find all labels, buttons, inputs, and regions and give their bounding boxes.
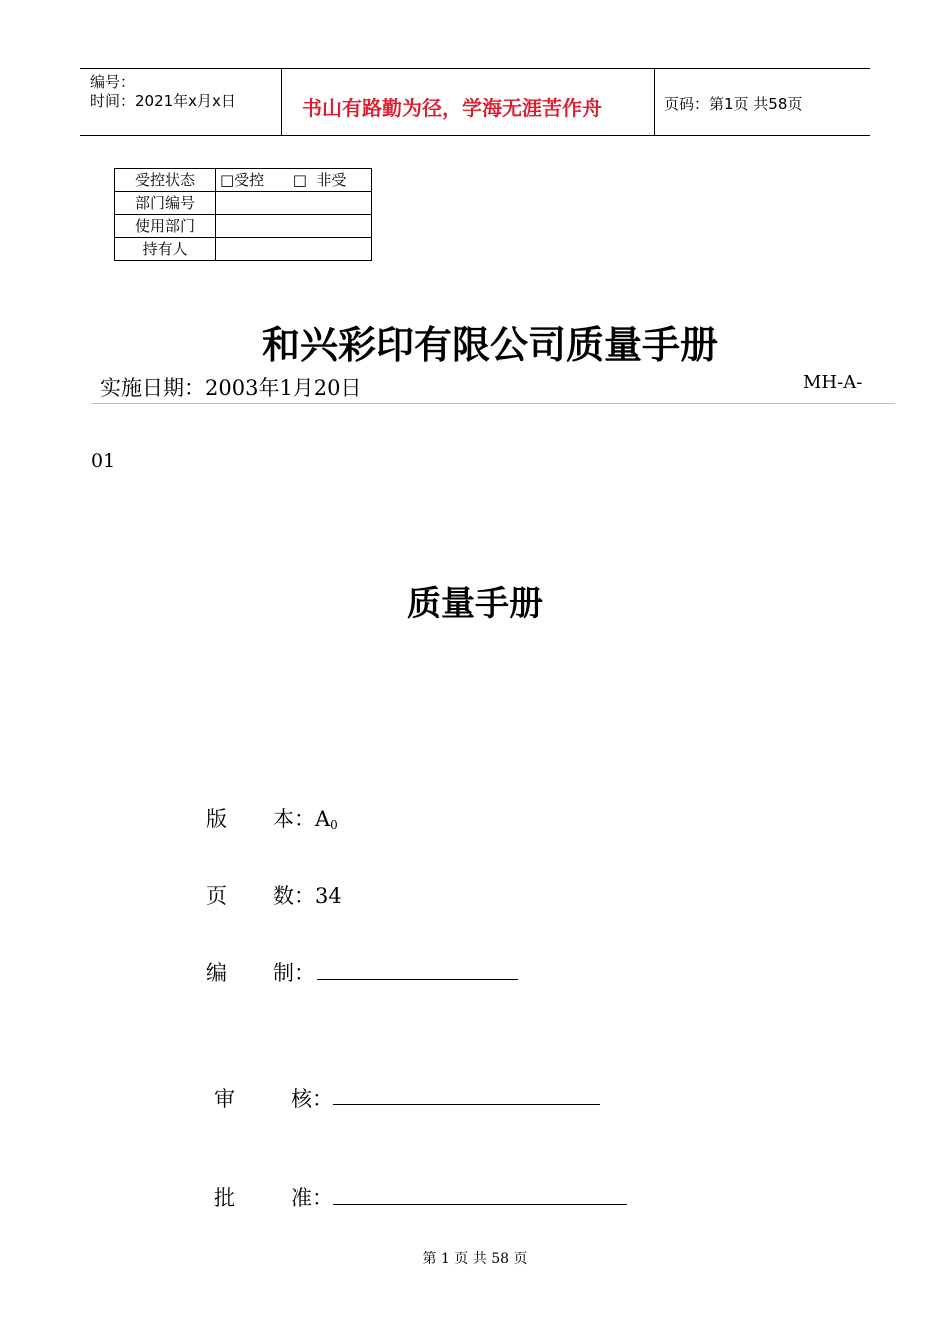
manual-title: 质量手册 bbox=[407, 584, 543, 624]
table-cell-value bbox=[216, 215, 372, 238]
pages-label: 数： bbox=[273, 884, 315, 908]
table-cell-key: 受控状态 bbox=[115, 169, 216, 192]
header-bottom-border bbox=[80, 135, 870, 136]
header-number-label: 编号： bbox=[90, 73, 136, 91]
review-label-char2: 核： bbox=[291, 1087, 333, 1111]
document-code: MH-A- bbox=[803, 372, 863, 393]
table-cell-key: 部门编号 bbox=[115, 192, 216, 215]
header-divider-left bbox=[281, 68, 282, 136]
control-status-table bbox=[114, 168, 372, 261]
footer-page-number: 第 1 页 共 58 页 bbox=[422, 1251, 528, 1267]
compile-label-char1: 编 bbox=[206, 961, 227, 985]
table-row bbox=[115, 192, 372, 215]
title-rule bbox=[92, 403, 895, 404]
table-row bbox=[115, 238, 372, 261]
header-divider-right bbox=[654, 68, 655, 136]
table-row bbox=[115, 169, 372, 192]
table-cell-key: 持有人 bbox=[115, 238, 216, 261]
version-label-char1: 版 bbox=[206, 807, 227, 831]
header-motto: 书山有路勤为径，学海无涯苦作舟 bbox=[302, 96, 602, 120]
header-page-info: 页码：第1页 共58页 bbox=[664, 95, 803, 113]
version-subscript: 0 bbox=[330, 818, 338, 832]
table-cell-value: □受控 □ 非受 bbox=[216, 169, 372, 192]
table-cell-key: 使用部门 bbox=[115, 215, 216, 238]
pages-value: 34 bbox=[315, 884, 342, 908]
document-title: 和兴彩印有限公司质量手册 bbox=[261, 322, 718, 367]
table-row bbox=[115, 215, 372, 238]
implementation-date: 实施日期：2003年1月20日 bbox=[100, 376, 362, 400]
review-signature-line bbox=[333, 1104, 600, 1105]
table-cell-value bbox=[216, 192, 372, 215]
version-label: 本： bbox=[273, 807, 315, 831]
header-time-label: 时间：2021年x月x日 bbox=[90, 92, 236, 110]
header-top-border bbox=[80, 68, 870, 69]
pages-label-char2 bbox=[273, 880, 342, 910]
version-value: A bbox=[315, 807, 331, 831]
approve-signature-line bbox=[333, 1204, 627, 1205]
approve-label-char2: 准： bbox=[291, 1186, 333, 1210]
approve-label-char1: 批 bbox=[214, 1186, 235, 1210]
pages-label-char1: 页 bbox=[206, 884, 227, 908]
table-cell-value bbox=[216, 238, 372, 261]
compile-signature-line bbox=[317, 979, 518, 980]
review-label-char1: 审 bbox=[214, 1087, 235, 1111]
compile-label-char2: 制： bbox=[273, 961, 315, 985]
document-code-continued: 01 bbox=[91, 450, 116, 472]
version-label-char2 bbox=[273, 803, 338, 833]
